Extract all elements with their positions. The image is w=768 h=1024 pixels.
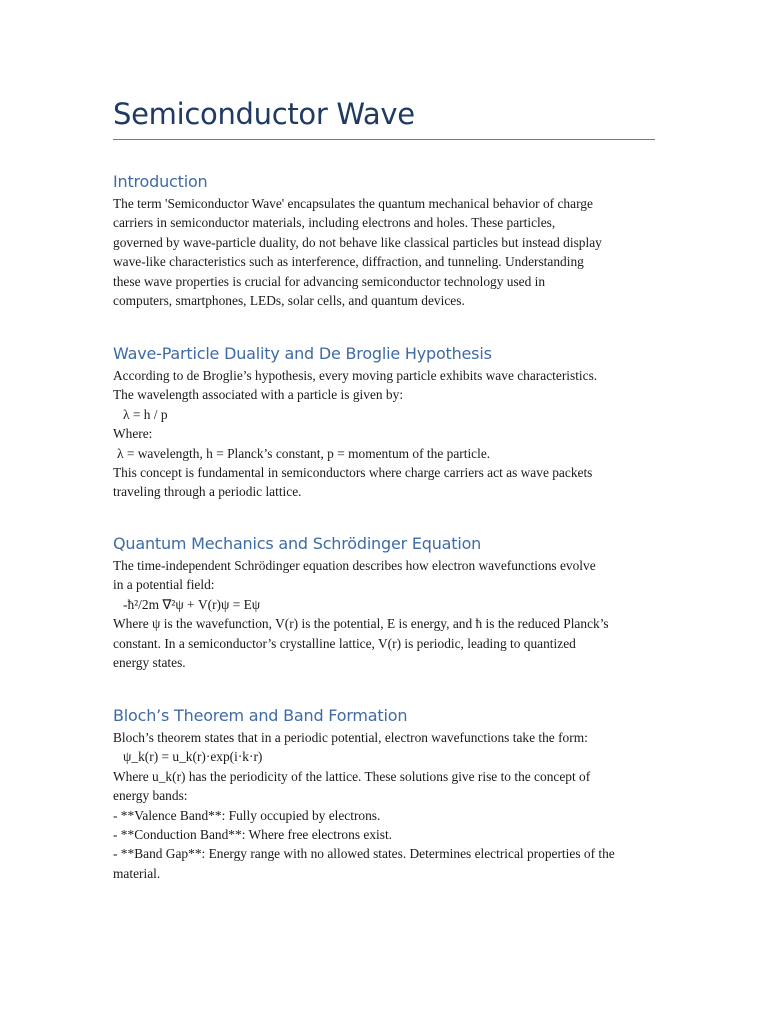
body-line: computers, smartphones, LEDs, solar cells, and quantum devices. — [113, 293, 465, 309]
body-line: material. — [113, 865, 161, 881]
list-item: - **Conduction Band**: Where free electrons exist. — [113, 827, 393, 843]
body-line: The wavelength associated with a particle is given by: — [113, 387, 404, 403]
body-line: Where: — [113, 426, 153, 442]
section-heading: Wave-Particle Duality and De Broglie Hypothesis — [113, 344, 492, 363]
title-underline — [113, 139, 655, 140]
list-item: - **Valence Band**: Fully occupied by electrons. — [113, 807, 381, 823]
body-line: Where u_k(r) has the periodicity of the lattice. These solutions give rise to the concept of — [113, 768, 591, 784]
body-line: constant. In a semiconductor’s crystalline lattice, V(r) is periodic, leading to quantized — [113, 635, 576, 651]
document-title: Semiconductor Wave — [113, 97, 415, 131]
equation-line: ψ_k(r) = u_k(r)·exp(i·k·r) — [123, 749, 263, 765]
body-line: This concept is fundamental in semiconductors where charge carriers act as wave packets — [113, 465, 593, 481]
body-line: Where ψ is the wavefunction, V(r) is the potential, E is energy, and ħ is the reduced Planck’s — [113, 616, 609, 632]
body-line: The term 'Semiconductor Wave' encapsulates the quantum mechanical behavior of charge — [113, 196, 593, 211]
body-line: in a potential field: — [113, 577, 215, 593]
section-wave-particle-duality — [113, 343, 655, 502]
body-line: these wave properties is crucial for advancing semiconductor technology used in — [113, 273, 546, 289]
section-body — [113, 366, 655, 502]
body-line: The time-independent Schrödinger equation describes how electron wavefunctions evolve — [113, 558, 596, 573]
body-line: According to de Broglie’s hypothesis, every moving particle exhibits wave characteristics. — [113, 368, 598, 383]
section-body — [113, 728, 655, 883]
body-line: energy states. — [113, 655, 186, 671]
section-heading: Bloch’s Theorem and Band Formation — [113, 706, 408, 725]
list-item: - **Band Gap**: Energy range with no allowed states. Determines electrical properties of the — [113, 846, 615, 862]
section-heading: Quantum Mechanics and Schrödinger Equation — [113, 534, 482, 553]
section-blochs-theorem — [113, 705, 655, 883]
body-line: wave-like characteristics such as interference, diffraction, and tunneling. Understanding — [113, 254, 584, 270]
body-line: governed by wave-particle duality, do not behave like classical particles but instead display — [113, 234, 602, 250]
section-introduction — [113, 171, 655, 310]
body-line: carriers in semiconductor materials, including electrons and holes. These particles, — [113, 215, 556, 231]
body-line: energy bands: — [113, 788, 188, 804]
body-line: λ = wavelength, h = Planck’s constant, p = momentum of the particle. — [117, 445, 491, 461]
section-quantum-mechanics — [113, 533, 655, 672]
equation-line: -ħ²/2m ∇²ψ + V(r)ψ = Eψ — [123, 596, 261, 612]
equation-line: λ = h / p — [123, 406, 168, 422]
body-line: traveling through a periodic lattice. — [113, 484, 302, 500]
section-heading: Introduction — [113, 172, 208, 191]
body-line: Bloch’s theorem states that in a periodic potential, electron wavefunctions take the form: — [113, 730, 588, 745]
section-body — [113, 194, 655, 310]
section-body — [113, 556, 655, 672]
